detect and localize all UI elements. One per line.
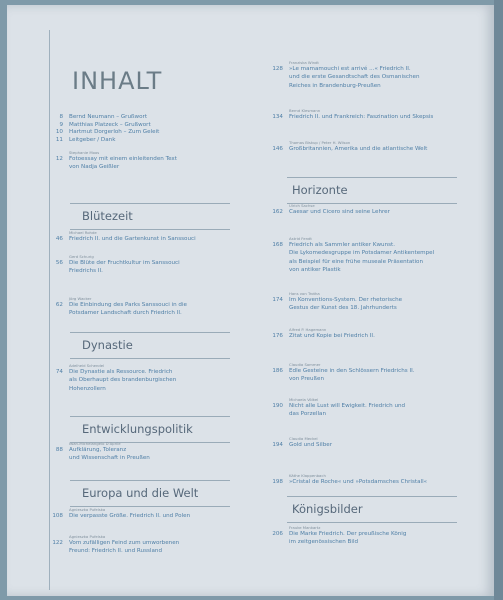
entry-title-line: Hohenzollern: [69, 385, 106, 392]
front-matter-item: [45, 114, 147, 122]
entry-author: Astrid Fendt: [289, 236, 312, 241]
entry-title-line: Die Lykomedesgruppe im Potsdamer Antikentempel: [289, 250, 435, 257]
section-rule: [70, 416, 230, 417]
entry-title-line: Friedrich II. und die Gartenkunst in Sanssouci: [69, 236, 196, 242]
page-number: 122: [52, 540, 63, 546]
entry-title-line: »Le mamamouchi est arrivé ...« Friedrich II.: [289, 66, 411, 72]
entry-author: Michaela Völkel: [289, 397, 319, 402]
entry-title-line: Edle Gesteine in den Schlössern Friedrichs II.: [289, 368, 415, 374]
entry-author: Thomas Biskup / Peter H. Wilson: [289, 140, 351, 145]
entry-title-line: das Porzellan: [289, 411, 327, 418]
page-number: 128: [272, 66, 283, 72]
page-title: INHALT: [72, 67, 163, 95]
page-number: 190: [272, 403, 283, 409]
page-number: 56: [55, 260, 63, 266]
entry-title-line: Potsdamer Landschaft durch Friedrich II.: [69, 310, 182, 317]
entry-title-line: von Nadja Geißler: [69, 164, 120, 171]
entry-title-line: Caesar und Cicero sind seine Lehrer: [289, 209, 390, 215]
entry-title-line: Die Einbindung des Parks Sanssouci in die: [69, 302, 187, 308]
section-rule: [70, 480, 230, 481]
page-number: 12: [55, 156, 63, 162]
entry-title-line: und Wissenschaft in Preußen: [69, 455, 150, 462]
entry-title-line: als Beispiel für eine frühe museale Präsentation: [289, 258, 424, 265]
entry-title-line: Vom zufälligen Feind zum umworbenen: [69, 540, 180, 546]
entry-author: Agnieszka Pufelska: [69, 534, 106, 539]
entry-author: Jörg Wacker: [69, 296, 92, 301]
section-heading: Dynastie: [82, 338, 133, 352]
entry-title-line: Die Blüte der Fruchtkultur im Sanssouci: [69, 260, 180, 266]
book-spine-edge: [494, 0, 503, 600]
entry-title: Hartmut Dorgerloh – Zum Geleit: [69, 129, 160, 136]
page-number: 108: [52, 513, 63, 519]
front-matter-item: [45, 129, 159, 137]
section-rule: [70, 332, 230, 333]
entry-title-line: als Oberhaupt des brandenburgischen: [69, 377, 177, 384]
entry-title: Leitgeber / Dank: [69, 136, 116, 143]
entry-author: Stephanie Moos: [69, 150, 100, 155]
section-rule: [287, 496, 457, 497]
entry-title-line: Im Konventions-System. Der rhetorische: [289, 297, 403, 303]
entry-title-line: Friedrich II. und Frankreich: Faszination und Skepsis: [289, 114, 434, 120]
page-number: 206: [272, 531, 283, 537]
entry-author: Michael Rohde: [69, 230, 97, 235]
entry-author: Franziska Windt: [289, 60, 319, 65]
entry-title-line: von antiker Plastik: [289, 267, 341, 274]
section-rule: [70, 358, 230, 359]
entry-author: Frauke Mankartz: [289, 525, 321, 530]
front-matter-item: [45, 122, 151, 130]
page-number: 74: [55, 369, 63, 375]
entry-title-line: Die Dynastie als Ressource. Friedrich: [69, 369, 173, 375]
entry-title-line: Nicht alle Lust will Ewigkeit. Friedrich und: [289, 403, 406, 409]
entry-title-line: und die erste Gesandtschaft des Osmanischen: [289, 74, 420, 81]
front-matter-item: [45, 137, 115, 145]
entry-title-line: Friedrich als Sammler antiker Kwunst.: [289, 242, 396, 248]
page-number: 186: [272, 368, 283, 374]
section-rule: [287, 522, 457, 523]
page-number: 62: [55, 302, 63, 308]
entry-title-line: Aufklärung, Toleranz: [69, 447, 127, 453]
section-rule: [287, 177, 457, 178]
entry-author: Ulrich Sachse: [289, 203, 315, 208]
page-number: 46: [55, 236, 63, 242]
section-heading: Horizonte: [292, 183, 348, 197]
entry-author: Claudia Meckel: [289, 436, 318, 441]
entry-title-line: Gold und Silber: [289, 442, 333, 448]
page-number: 194: [272, 442, 283, 448]
page-number: 174: [272, 297, 283, 303]
entry-author: Alfred P. Hagemann: [289, 327, 327, 332]
page-number: 146: [272, 146, 283, 152]
section-heading: Entwicklungspolitik: [82, 422, 193, 436]
page-number: 162: [272, 209, 283, 215]
entry-title-line: Gestus der Kunst des 18. Jahrhunderts: [289, 305, 397, 312]
entry-title-line: im zeitgenössischen Bild: [289, 539, 359, 546]
page-number: 134: [272, 114, 283, 120]
page-number: 168: [272, 242, 283, 248]
entry-title-line: Friedrichs II.: [69, 268, 103, 275]
entry-title-line: Zitat und Kopie bei Friedrich II.: [289, 333, 375, 339]
page-number: 10: [55, 129, 63, 136]
section-heading: Europa und die Welt: [82, 486, 199, 500]
entry-author: Gerd Schurig: [69, 254, 94, 259]
entry-title-line: »Cristal de Roche« und »Potsdamsches Christall«: [289, 479, 428, 485]
entry-title-line: Freund: Friedrich II. und Russland: [69, 548, 163, 555]
page-number: 198: [272, 479, 283, 485]
entry-author: Claudia Sommer: [289, 362, 321, 367]
entry-title: Matthias Platzeck – Grußwort: [69, 121, 151, 128]
contents-page: [7, 5, 494, 596]
entry-author: Hans von Trotha: [289, 291, 320, 296]
entry-title-line: Die Marke Friedrich. Der preußische König: [289, 531, 407, 537]
page-number: 88: [55, 447, 63, 453]
section-heading: Königsbilder: [292, 502, 363, 516]
entry-author: Bernd Klesmann: [289, 108, 321, 113]
entry-author: Adelheid Schendel: [69, 363, 105, 368]
entry-title-line: Fotoessay mit einem einleitenden Text: [69, 156, 177, 162]
entry-title-line: Reiches in Brandenburg-Preußen: [289, 82, 381, 89]
entry-author: Iwan-Michelangelo D'Aprile: [69, 441, 121, 446]
entry-author: Agnieszka Pufelska: [69, 507, 106, 512]
page-number: 8: [59, 114, 63, 120]
entry-title-line: von Preußen: [289, 376, 325, 383]
entry-title-line: Die verpasste Größe. Friedrich II. und Polen: [69, 513, 191, 519]
entry-title: Bernd Neumann – Grußwort: [69, 114, 148, 120]
entry-author: Käthe Klappenbach: [289, 473, 326, 478]
page-number: 11: [55, 136, 63, 143]
section-heading: Blütezeit: [82, 209, 133, 223]
page-number: 9: [59, 121, 63, 128]
section-rule: [70, 203, 230, 204]
entry-title-line: Großbritannien, Amerika und die atlantische Welt: [289, 146, 428, 152]
page-number: 176: [272, 333, 283, 339]
